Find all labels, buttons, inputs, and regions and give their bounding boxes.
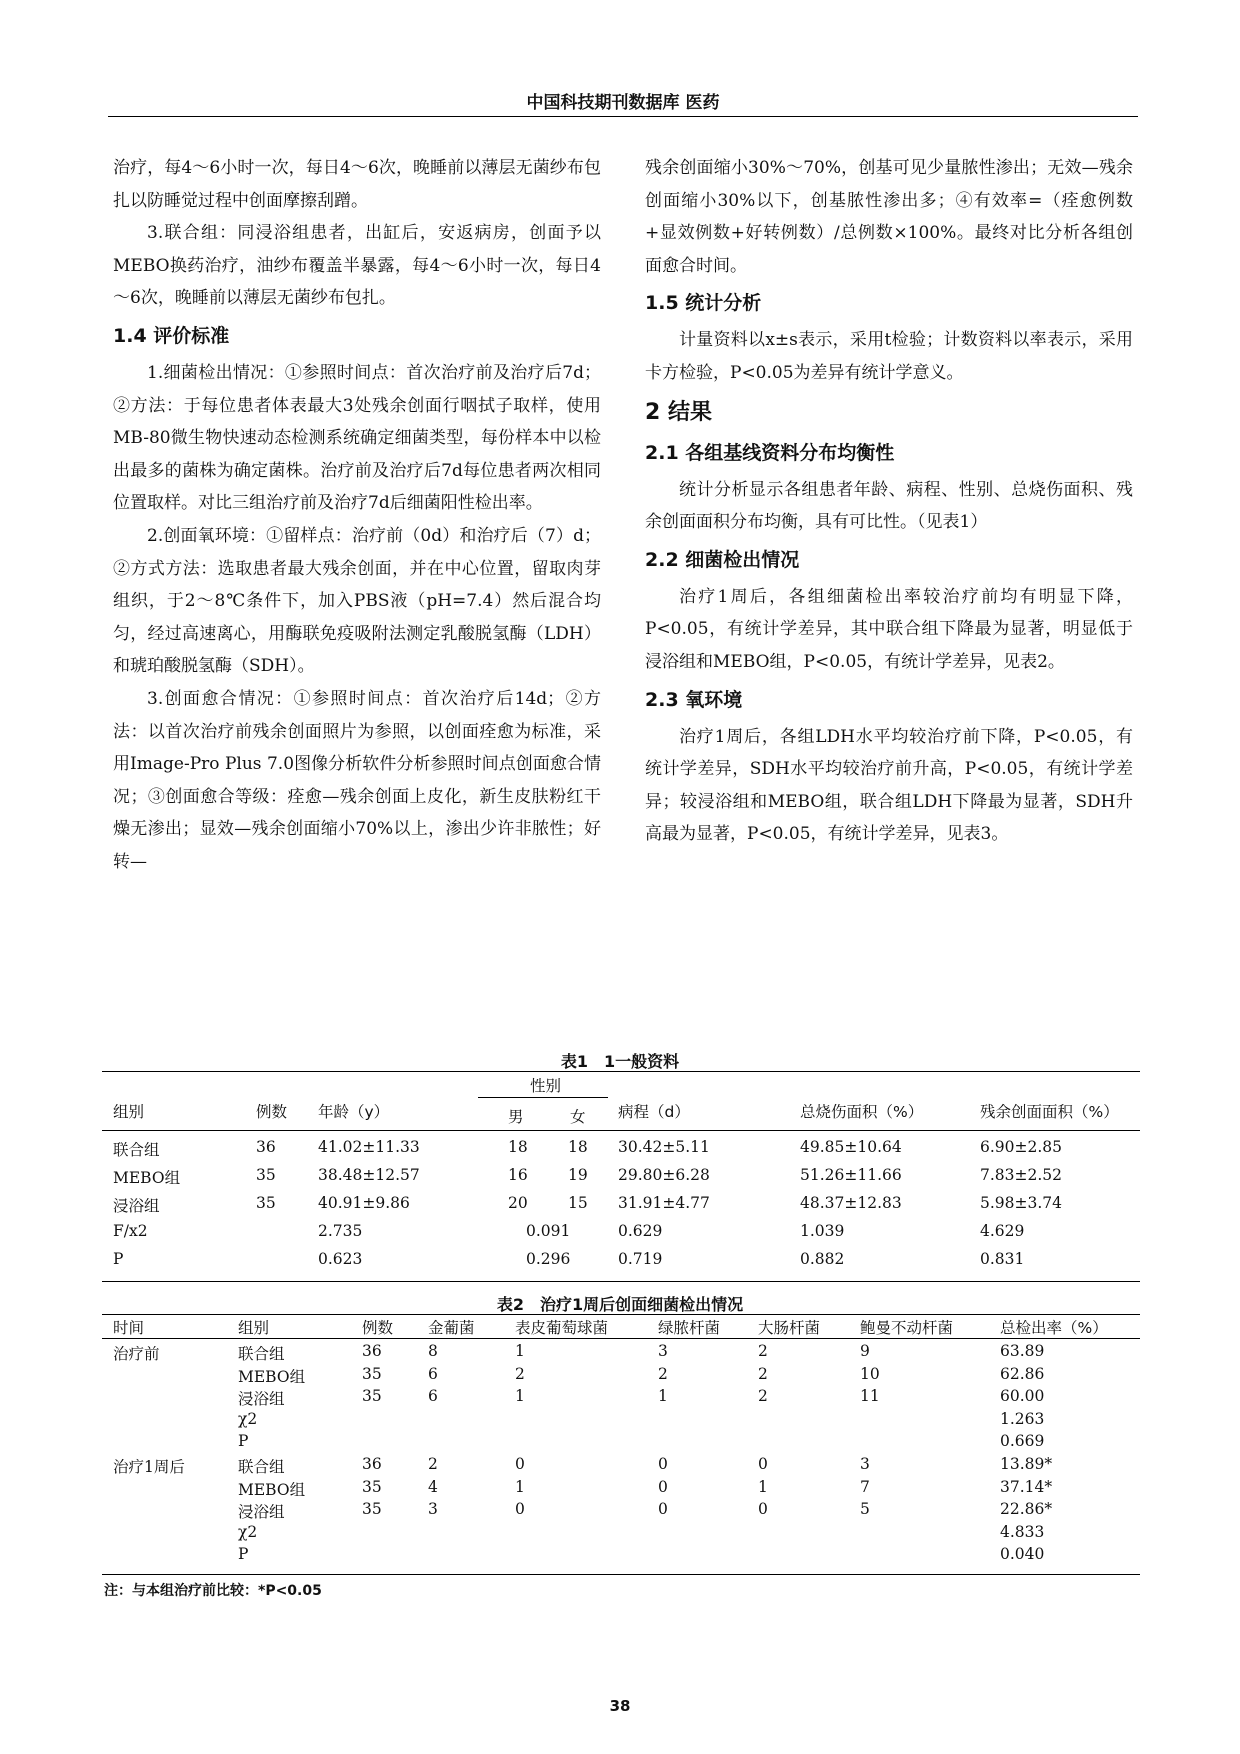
right-paragraph-4: 治疗1周后，各组细菌检出率较治疗前均有明显下降，P<0.05，有统计学差异，其中联合组下降最为显著，明显低于浸浴组和MEBO组，P<0.05，有统计学差异，见表2。	[645, 586, 1133, 672]
table1-header-course: 病程（d）	[618, 1103, 690, 1121]
table-rule	[102, 1130, 1140, 1131]
table1-header-male: 男	[508, 1108, 524, 1126]
section-heading-2-2: 2.2 细菌检出情况	[645, 548, 800, 571]
left-paragraph-2: 3.联合组：同浸浴组患者，出缸后，安返病房，创面予以MEBO换药治疗，油纱布覆盖半暴露，每4～6小时一次，每日4～6次，晚睡前以薄层无菌纱布包扎。	[113, 223, 601, 309]
table2-cell: MEBO组	[238, 1480, 306, 1499]
table2-cell: 60.00	[1000, 1387, 1045, 1406]
table1-stat-cell: 1.039	[800, 1222, 845, 1240]
table2-note: 注：与本组治疗前比较：*P<0.05	[104, 1583, 322, 1599]
section-heading-2: 2 结果	[645, 399, 712, 425]
section-heading-1-5: 1.5 统计分析	[645, 292, 762, 315]
running-header: 中国科技期刊数据库 医药	[526, 93, 720, 113]
table1-stat-cell: 0.882	[800, 1250, 845, 1268]
left-paragraph-4: 2.创面氧环境：①留样点：治疗前（0d）和治疗后（7）d；②方式方法：选取患者最大残余创面，并在中心位置，留取肉芽组织，于2～8℃条件下，加入PBS液（pH=7.4）然后混合均匀，经过高速离心，用酶联免疫吸附法测定乳酸脱氢酶（LDH）和琥珀酸脱氢酶（SDH）。	[113, 525, 601, 677]
table2-cell: 联合组	[238, 1458, 285, 1476]
table1-cell: 18	[508, 1138, 528, 1156]
table1-cell: 51.26±11.66	[800, 1166, 902, 1184]
table1-cell: 18	[568, 1138, 588, 1156]
table2-cell: 1	[515, 1387, 525, 1406]
table1-header-sex: 性别	[530, 1077, 562, 1095]
table1-stat-cell: 2.735	[318, 1222, 363, 1240]
table-rule	[102, 1314, 1140, 1315]
page-number: 38	[609, 1697, 631, 1715]
table1-caption: 表1 1一般资料	[560, 1052, 680, 1071]
table2-cell: 2	[658, 1364, 668, 1383]
table1-cell: 48.37±12.83	[800, 1194, 902, 1212]
table-rule	[102, 1338, 1140, 1339]
table2-cell: 35	[362, 1500, 382, 1519]
table2-header: 绿脓杆菌	[658, 1319, 721, 1337]
table2-cell: 2	[758, 1387, 768, 1406]
table2-cell: 11	[860, 1387, 880, 1406]
left-paragraph-5: 3.创面愈合情况：①参照时间点：首次治疗后14d；②方法：以首次治疗前残余创面照片为参照，以创面痊愈为标准，采用Image-Pro Plus 7.0图像分析软件分析参照时间点创面愈合情况；③创面愈合等级：痊愈—残余创面上皮化，新生皮肤粉红干燥无渗出；显效—残余创面缩小70%以上，渗出少许非脓性；好转—	[113, 688, 601, 872]
table1-stat-cell: 0.623	[318, 1250, 363, 1268]
table1-cell: 联合组	[113, 1141, 160, 1159]
table2-cell: 37.14*	[1000, 1477, 1053, 1496]
table2-cell: χ2	[238, 1409, 258, 1428]
table2-cell: 0.040	[1000, 1545, 1045, 1564]
table1-cell: 19	[568, 1166, 588, 1184]
table2-cell: 8	[428, 1342, 438, 1360]
table2-cell: 1.263	[1000, 1409, 1045, 1428]
table2-cell: 35	[362, 1477, 382, 1496]
table2-cell: 3	[428, 1500, 438, 1519]
table1-cell: 30.42±5.11	[618, 1138, 710, 1156]
table2-header: 金葡菌	[428, 1319, 475, 1337]
table1-cell: 35	[256, 1166, 276, 1184]
table1-cell: 31.91±4.77	[618, 1194, 710, 1212]
table-rule	[102, 1071, 1140, 1072]
table2-cell: 浸浴组	[238, 1390, 285, 1409]
table1-header-count: 例数	[256, 1103, 288, 1121]
section-heading-2-3: 2.3 氧环境	[645, 688, 743, 711]
table2-cell: 治疗前	[113, 1345, 160, 1363]
right-paragraph-1: 残余创面缩小30%～70%，创基可见少量脓性渗出；无效—残余创面缩小30%以下，创基脓性渗出多；④有效率=（痊愈例数+显效例数+好转例数）/总例数×100%。最终对比分析各组创面愈合时间。	[645, 158, 1133, 276]
table2-cell: 1	[515, 1342, 525, 1360]
right-paragraph-2: 计量资料以x±s表示，采用t检验；计数资料以率表示，采用卡方检验，P<0.05为差异有统计学意义。	[645, 330, 1133, 383]
section-heading-2-1: 2.1 各组基线资料分布均衡性	[645, 441, 895, 464]
table2-cell: 0	[515, 1500, 525, 1519]
table2-cell: 3	[860, 1455, 870, 1473]
table2-cell: 10	[860, 1364, 880, 1383]
table2-cell: 4.833	[1000, 1522, 1045, 1541]
left-paragraph-3: 1.细菌检出情况：①参照时间点：首次治疗前及治疗后7d；②方法：于每位患者体表最大3处残余创面行咽拭子取样，使用MB-80微生物快速动态检测系统确定细菌类型，每份样本中以检出最多的菌株为确定菌株。治疗前及治疗后7d每位患者两次相同位置取样。对比三组治疗前及治疗7d后细菌阳性检出率。	[113, 362, 601, 514]
table1-cell: 49.85±10.64	[800, 1138, 902, 1156]
right-paragraph-5: 治疗1周后，各组LDH水平均较治疗前下降，P<0.05，有统计学差异，SDH水平均较治疗前升高，P<0.05，有统计学差异；较浸浴组和MEBO组，联合组LDH下降最为显著，SDH升高最为显著，P<0.05，有统计学差异，见表3。	[645, 726, 1133, 845]
table2-cell: 2	[428, 1455, 438, 1473]
table2-cell: MEBO组	[238, 1367, 306, 1386]
table2-cell: 63.89	[1000, 1342, 1045, 1360]
table2-cell: 1	[758, 1477, 768, 1496]
table1-cell: 16	[508, 1166, 528, 1184]
table2-cell: 0.669	[1000, 1432, 1045, 1451]
table1-cell: 38.48±12.57	[318, 1166, 420, 1184]
right-column	[645, 152, 1133, 851]
table2-cell: P	[238, 1432, 249, 1451]
table2-cell: 62.86	[1000, 1364, 1045, 1383]
table1-stat-cell: 0.091	[526, 1222, 571, 1240]
table2-cell: 35	[362, 1364, 382, 1383]
table1-stat-cell: 0.629	[618, 1222, 663, 1240]
table-rule	[478, 1097, 608, 1098]
table2-cell: 浸浴组	[238, 1503, 285, 1522]
table2-caption: 表2 治疗1周后创面细菌检出情况	[496, 1295, 744, 1314]
table2-header: 组别	[238, 1319, 270, 1337]
table2-cell: χ2	[238, 1522, 258, 1541]
table2-cell: 5	[860, 1500, 870, 1519]
table1-header-residual-area: 残余创面面积（%）	[980, 1103, 1119, 1121]
table1-stat-cell: 0.296	[526, 1250, 571, 1268]
section-heading-1-4: 1.4 评价标准	[113, 324, 230, 347]
table2-cell: 联合组	[238, 1345, 285, 1363]
table1-cell: 15	[568, 1194, 588, 1212]
table1-stat-cell: 0.719	[618, 1250, 663, 1268]
table2-header: 时间	[113, 1319, 145, 1337]
table1-cell: 29.80±6.28	[618, 1166, 710, 1184]
table2-cell: 36	[362, 1455, 382, 1473]
table2-cell: 9	[860, 1342, 870, 1360]
table1-cell: MEBO组	[113, 1169, 181, 1187]
table1-header-burn-area: 总烧伤面积（%）	[800, 1103, 924, 1121]
header-rule	[108, 116, 1138, 117]
table2-cell: 0	[658, 1455, 668, 1473]
table2-cell: 7	[860, 1477, 870, 1496]
table2-cell: 3	[658, 1342, 668, 1360]
table1-cell: 7.83±2.52	[980, 1166, 1063, 1184]
table2-cell: 6	[428, 1387, 438, 1406]
table2-header: 总检出率（%）	[1000, 1319, 1108, 1337]
table2-cell: 1	[658, 1387, 668, 1406]
table1-stat-cell: P	[113, 1250, 124, 1268]
table1-cell: 浸浴组	[113, 1197, 160, 1215]
table1-cell: 41.02±11.33	[318, 1138, 420, 1156]
table2-cell: 0	[658, 1477, 668, 1496]
table2-header: 鲍曼不动杆菌	[860, 1319, 954, 1337]
table2-cell: 4	[428, 1477, 438, 1496]
table1-cell: 20	[508, 1194, 528, 1212]
table2-cell: 1	[515, 1477, 525, 1496]
table2-cell: 2	[758, 1342, 768, 1360]
table2-cell: 2	[758, 1364, 768, 1383]
table2-header: 表皮葡萄球菌	[515, 1319, 609, 1337]
table2-cell: 0	[758, 1455, 768, 1473]
table1-cell: 6.90±2.85	[980, 1138, 1063, 1156]
left-paragraph-1: 治疗，每4～6小时一次，每日4～6次，晚睡前以薄层无菌纱布包扎以防睡觉过程中创面摩擦刮蹭。	[113, 158, 601, 211]
table1-stat-cell: F/x2	[113, 1222, 148, 1240]
table2-header: 大肠杆菌	[758, 1319, 821, 1337]
table1-header-age: 年龄（y）	[318, 1103, 390, 1121]
table2-header: 例数	[362, 1319, 394, 1337]
table2-cell: 0	[515, 1455, 525, 1473]
table2-cell: 13.89*	[1000, 1455, 1053, 1473]
table1-header-female: 女	[570, 1108, 586, 1126]
right-paragraph-3: 统计分析显示各组患者年龄、病程、性别、总烧伤面积、残余创面面积分布均衡，具有可比性。（见表1）	[645, 479, 1133, 533]
table2-cell: 0	[658, 1500, 668, 1519]
table2-cell: 22.86*	[1000, 1500, 1053, 1519]
table2-cell: 2	[515, 1364, 525, 1383]
table2-cell: 35	[362, 1387, 382, 1406]
table2-cell: 36	[362, 1342, 382, 1360]
table1-header-group: 组别	[113, 1103, 145, 1121]
table2-cell: P	[238, 1545, 249, 1564]
table1-stat-cell: 4.629	[980, 1222, 1025, 1240]
table2-cell: 治疗1周后	[113, 1458, 185, 1476]
table1-cell: 35	[256, 1194, 276, 1212]
table1-cell: 40.91±9.86	[318, 1194, 410, 1212]
table2-cell: 6	[428, 1364, 438, 1383]
table-rule	[102, 1574, 1140, 1575]
table1-cell: 5.98±3.74	[980, 1194, 1063, 1212]
table1-cell: 36	[256, 1138, 276, 1156]
table2-cell: 0	[758, 1500, 768, 1519]
left-column	[113, 152, 601, 878]
table1-stat-cell: 0.831	[980, 1250, 1025, 1268]
table-rule	[102, 1281, 1140, 1282]
